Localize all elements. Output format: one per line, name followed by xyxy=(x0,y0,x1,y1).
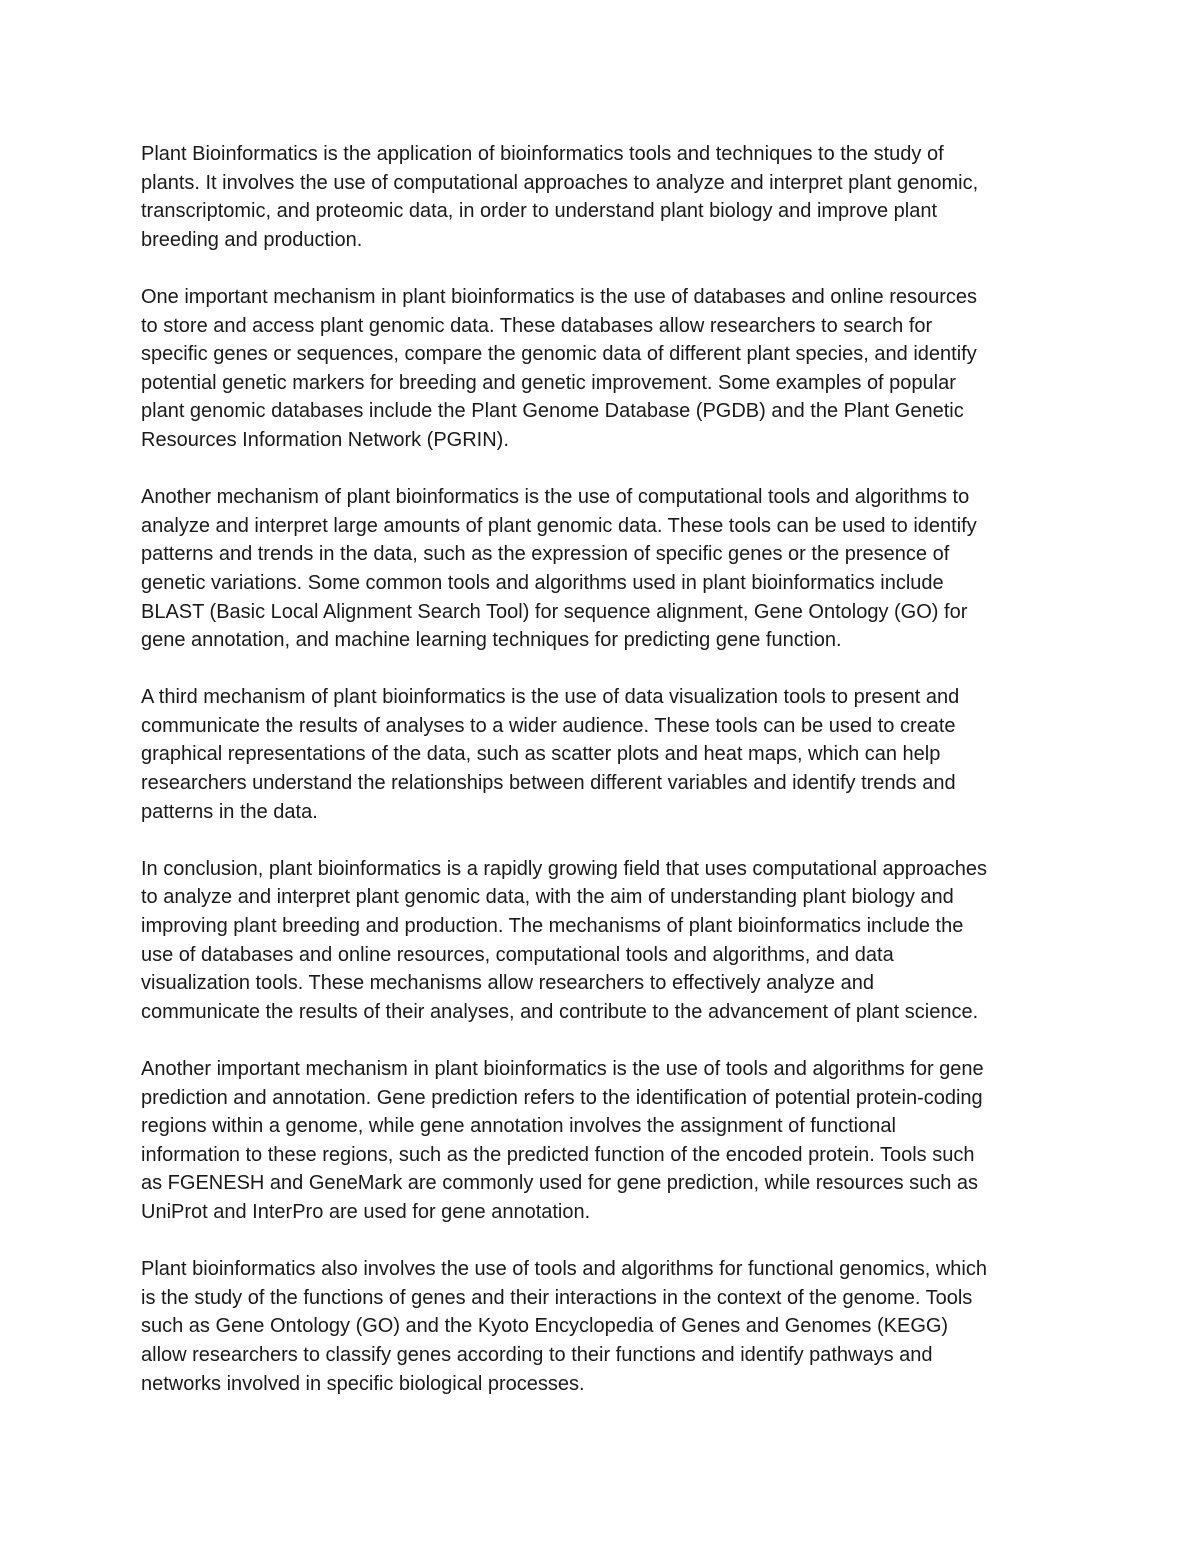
text-line: communicate the results of analyses to a wider audience. These tools can be used to create xyxy=(141,714,956,737)
text-line: as FGENESH and GeneMark are commonly used for gene prediction, while resources such as xyxy=(141,1172,979,1195)
document-body xyxy=(141,140,1059,1427)
paragraph-conclusion xyxy=(141,855,1059,1027)
text-line: to analyze and interpret plant genomic data, with the aim of understanding plant biology and xyxy=(141,886,954,909)
text-line: plant genomic databases include the Plant Genome Database (PGDB) and the Plant Genetic xyxy=(141,400,964,423)
text-line: patterns and trends in the data, such as the expression of specific genes or the presence of xyxy=(141,543,950,566)
text-line: Resources Information Network (PGRIN). xyxy=(141,428,509,451)
text-line: visualization tools. These mechanisms allow researchers to effectively analyze and xyxy=(141,972,874,995)
paragraph-intro xyxy=(141,140,1059,254)
text-line: gene annotation, and machine learning techniques for predicting gene function. xyxy=(141,629,842,652)
text-line: patterns in the data. xyxy=(141,800,318,823)
text-line: such as Gene Ontology (GO) and the Kyoto Encyclopedia of Genes and Genomes (KEGG) xyxy=(141,1315,949,1338)
text-line: UniProt and InterPro are used for gene annotation. xyxy=(141,1200,591,1223)
text-line: Plant Bioinformatics is the application of bioinformatics tools and techniques to the study of xyxy=(141,143,944,165)
text-line: allow researchers to classify genes according to their functions and identify pathways and xyxy=(141,1343,933,1366)
text-line: use of databases and online resources, computational tools and algorithms, and data xyxy=(141,943,894,966)
paragraph-functional-genomics xyxy=(141,1255,1059,1398)
text-line: One important mechanism in plant bioinformatics is the use of databases and online resources xyxy=(141,285,978,308)
text-line: analyze and interpret large amounts of plant genomic data. These tools can be used to identify xyxy=(141,514,977,537)
text-line: prediction and annotation. Gene prediction refers to the identification of potential protein-coding xyxy=(141,1086,983,1109)
text-line: BLAST (Basic Local Alignment Search Tool) for sequence alignment, Gene Ontology (GO) for xyxy=(141,600,968,623)
text-line: breeding and production. xyxy=(141,228,363,251)
text-line: In conclusion, plant bioinformatics is a rapidly growing field that uses computational approaches xyxy=(141,857,988,880)
text-line: Another mechanism of plant bioinformatics is the use of computational tools and algorithms to xyxy=(141,486,970,509)
text-line: information to these regions, such as the predicted function of the encoded protein. Tools such xyxy=(141,1143,975,1166)
text-line: Plant bioinformatics also involves the use of tools and algorithms for functional genomics, which xyxy=(141,1258,987,1281)
text-line: A third mechanism of plant bioinformatics is the use of data visualization tools to present and xyxy=(141,686,960,709)
paragraph-databases xyxy=(141,283,1059,455)
text-line: networks involved in specific biological processes. xyxy=(141,1372,585,1395)
text-line: Another important mechanism in plant bioinformatics is the use of tools and algorithms for gene xyxy=(141,1058,984,1080)
paragraph-visualization xyxy=(141,683,1059,826)
text-line: is the study of the functions of genes and their interactions in the context of the genome. Tools xyxy=(141,1286,973,1309)
text-line: potential genetic markers for breeding and genetic improvement. Some examples of popular xyxy=(141,371,956,394)
text-line: improving plant breeding and production. The mechanisms of plant bioinformatics include the xyxy=(141,915,964,938)
text-line: regions within a genome, while gene annotation involves the assignment of functional xyxy=(141,1115,896,1138)
text-line: graphical representations of the data, such as scatter plots and heat maps, which can help xyxy=(141,743,941,766)
paragraph-gene-prediction xyxy=(141,1055,1059,1227)
text-line: specific genes or sequences, compare the genomic data of different plant species, and identify xyxy=(141,343,977,366)
text-line: genetic variations. Some common tools and algorithms used in plant bioinformatics include xyxy=(141,571,944,594)
text-line: researchers understand the relationships between different variables and identify trends and xyxy=(141,772,956,795)
text-line: plants. It involves the use of computational approaches to analyze and interpret plant genomic, xyxy=(141,171,979,194)
paragraph-computational-tools xyxy=(141,483,1059,655)
text-line: communicate the results of their analyses, and contribute to the advancement of plant science. xyxy=(141,1000,979,1023)
text-line: to store and access plant genomic data. These databases allow researchers to search for xyxy=(141,314,933,337)
text-line: transcriptomic, and proteomic data, in order to understand plant biology and improve plant xyxy=(141,200,938,223)
